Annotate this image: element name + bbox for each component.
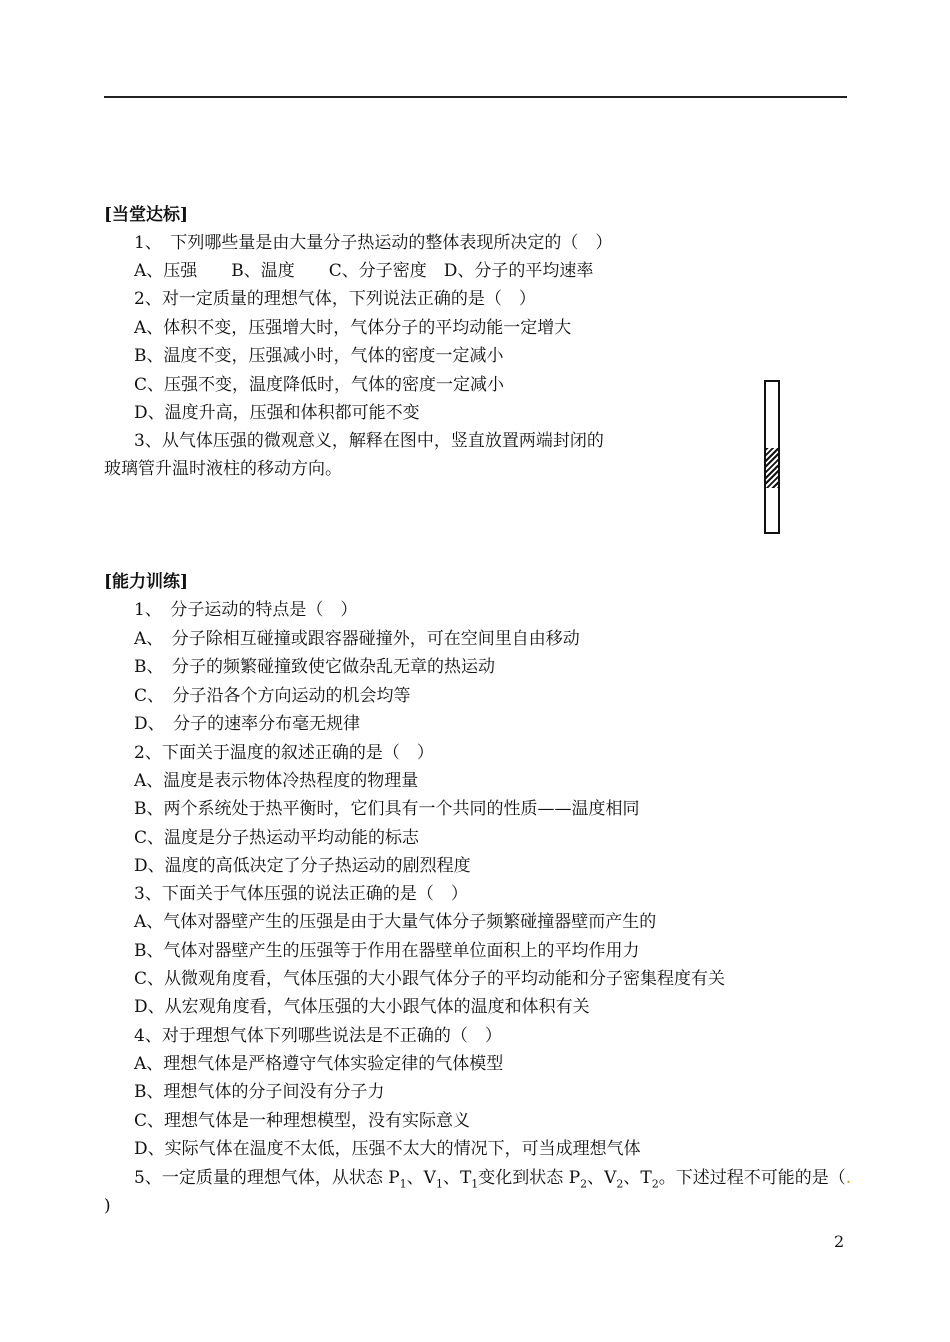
q5-sub: 1 xyxy=(399,1177,407,1191)
nl-line-9: C、温度是分子热运动平均动能的标志 xyxy=(134,828,420,848)
nl-line-13: B、气体对器壁产生的压强等于作用在器壁单位面积上的平均作用力 xyxy=(134,941,640,961)
dt-line-8: 3、从气体压强的微观意义，解释在图中，竖直放置两端封闭的 xyxy=(134,431,604,451)
nl-q5-wrap: ) xyxy=(104,1196,111,1216)
nl-line-15: D、从宏观角度看，气体压强的大小跟气体的温度和体积有关 xyxy=(134,997,590,1017)
nl-line-5: D、 分子的速率分布毫无规律 xyxy=(134,714,361,734)
nl-line-11: 3、下面关于气体压强的说法正确的是（ ） xyxy=(134,884,468,904)
section-heading-nengli: [能力训练] xyxy=(104,572,189,592)
nl-line-17: A、理想气体是严格遵守气体实验定律的气体模型 xyxy=(134,1054,504,1074)
q5-sub: 2 xyxy=(651,1177,659,1191)
q5-text: 、T xyxy=(442,1168,472,1188)
dt-line-3: 2、对一定质量的理想气体，下列说法正确的是（ ） xyxy=(134,289,536,309)
nl-line-18: B、理想气体的分子间没有分子力 xyxy=(134,1082,385,1102)
nl-line-19: C、理想气体是一种理想模型，没有实际意义 xyxy=(134,1111,471,1131)
dt-line-9: 玻璃管升温时液柱的移动方向。 xyxy=(104,459,342,479)
dt-line-5: B、温度不变，压强减小时，气体的密度一定减小 xyxy=(134,346,504,366)
q5-text: 、V xyxy=(587,1168,617,1188)
nl-q5-line xyxy=(134,1166,851,1196)
section-heading-dangtang: [当堂达标] xyxy=(104,205,189,225)
sealed-glass-tube-figure xyxy=(764,380,780,534)
nl-line-6: 2、下面关于温度的叙述正确的是（ ） xyxy=(134,743,434,763)
nl-line-2: A、 分子除相互碰撞或跟容器碰撞外，可在空间里自由移动 xyxy=(134,629,580,649)
dt-line-4: A、体积不变，压强增大时，气体分子的平均动能一定增大 xyxy=(134,318,572,338)
nl-line-20: D、实际气体在温度不太低，压强不太大的情况下，可当成理想气体 xyxy=(134,1139,641,1159)
page-number: 2 xyxy=(834,1232,845,1251)
q5-sub: 2 xyxy=(580,1177,588,1191)
dt-line-2: A、压强 B、温度 C、分子密度 D、分子的平均速率 xyxy=(134,261,594,281)
q5-dot: . xyxy=(845,1168,852,1188)
nl-line-14: C、从微观角度看，气体压强的大小跟气体分子的平均动能和分子密集程度有关 xyxy=(134,969,726,989)
q5-sub: 1 xyxy=(435,1177,443,1191)
q5-prefix: 5、一定质量的理想气体，从状态 P xyxy=(134,1168,400,1188)
liquid-column xyxy=(766,448,778,488)
dt-line-1: 1、 下列哪些量是由大量分子热运动的整体表现所决定的（ ） xyxy=(134,233,613,253)
q5-tail: 。下述过程不可能的是（ xyxy=(658,1168,846,1188)
nl-line-8: B、两个系统处于热平衡时，它们具有一个共同的性质——温度相同 xyxy=(134,799,640,819)
dt-line-6: C、压强不变，温度降低时，气体的密度一定减小 xyxy=(134,375,505,395)
q5-text: 、T xyxy=(623,1168,652,1188)
header-rule xyxy=(104,96,847,98)
q5-sub: 1 xyxy=(471,1177,479,1191)
nl-line-4: C、 分子沿各个方向运动的机会均等 xyxy=(134,686,411,706)
q5-text: 、V xyxy=(406,1168,436,1188)
nl-line-10: D、温度的高低决定了分子热运动的剧烈程度 xyxy=(134,856,471,876)
nl-line-7: A、温度是表示物体冷热程度的物理量 xyxy=(134,771,419,791)
nl-line-3: B、 分子的频繁碰撞致使它做杂乱无章的热运动 xyxy=(134,657,495,677)
nl-line-12: A、气体对器壁产生的压强是由于大量气体分子频繁碰撞器壁而产生的 xyxy=(134,912,657,932)
nl-line-1: 1、 分子运动的特点是（ ） xyxy=(134,600,358,620)
q5-sub: 2 xyxy=(616,1177,624,1191)
q5-text: 变化到状态 P xyxy=(478,1168,581,1188)
dt-line-7: D、温度升高，压强和体积都可能不变 xyxy=(134,403,420,423)
nl-line-16: 4、对于理想气体下列哪些说法是不正确的（ ） xyxy=(134,1026,502,1046)
